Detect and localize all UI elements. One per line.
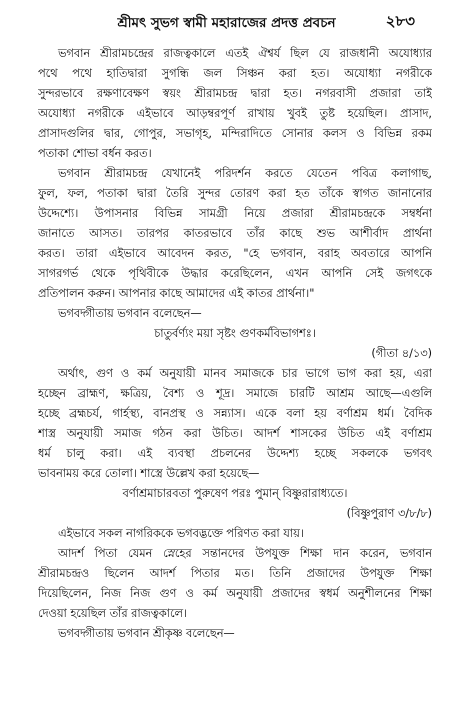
paragraph-3: [38, 364, 432, 484]
text-line: ভাবনাময় করে তোলা। শাস্ত্রে উল্লেখ করা হয়েছে—: [38, 467, 260, 480]
text-line: শ্রীরামচন্দ্রও ছিলেন আদর্শ পিতার মত। তিনি প্রজাদের উপযুক্ত শিক্ষা: [38, 567, 432, 580]
text-line: হচ্ছেন ব্রাহ্মণ, ক্ষত্রিয়, বৈশ্য ও শূদ্র। সমাজে চারটি আশ্রম আছে—এগুলি: [38, 387, 432, 400]
quote-intro: ভগবদ্গীতায় ভগবান বলেছেন—: [58, 307, 202, 320]
text-line: জানাতে আসত। তারপর কাতরভাবে তাঁর কাছে শুভ আশীর্বাদ প্রার্থনা: [38, 227, 432, 240]
gita-quote: [38, 304, 432, 364]
verse-reference: (বিষ্ণুপুরাণ ৩/৮/৮): [346, 507, 432, 520]
text-line: ধর্ম চালু করা। এই ব্যবস্থা প্রচলনের উদ্দেশ্য হচ্ছে সকলকে ভগবৎ: [38, 447, 432, 460]
text-line: করত। তারা এইভাবে আবেদন করত, "হে ভগবান, বরাহ অবতারে আপনি: [38, 247, 432, 260]
text-line: আদর্শ পিতা যেমন স্নেহের সন্তানদের উপযুক্ত শিক্ষা দান করেন, ভগবান: [58, 547, 432, 560]
text-line: পতাকা শোভা বর্ধন করত।: [38, 147, 152, 160]
text-line: এইভাবে সকল নাগরিককে ভগবদ্ভক্তে পরিণত করা যায়।: [58, 527, 304, 540]
text-line: সুন্দরভাবে রক্ষণাবেক্ষণ স্বয়ং শ্রীরামচন্দ্র দ্বারা হত। নগরবাসী প্রজারা তাই: [38, 87, 432, 100]
paragraph-1: [38, 44, 432, 164]
page-number: ২৮৩: [385, 12, 415, 30]
text-line: উদ্দেশ্যে। উপাসনার বিভিন্ন সামগ্রী নিয়ে প্রজারা শ্রীরামচন্দ্রকে সম্বর্ধনা: [38, 207, 432, 220]
text-line: ভগবান শ্রীরামচন্দ্রের রাজত্বকালে এতই ঐশ্বর্য ছিল যে রাজধানী অযোধ্যার: [58, 47, 432, 60]
text-line: দিয়েছিলেন, নিজ নিজ গুণ ও কর্ম অনুযায়ী প্রজাদের স্বধর্ম অনুশীলনের শিক্ষা: [38, 587, 432, 600]
text-line: সাগরগর্ভ থেকে পৃথিবীকে উদ্ধার করেছিলেন, এখন আপনি সেই জগৎকে: [38, 267, 432, 280]
text-line: ভগবান শ্রীরামচন্দ্র যেখানেই পরিদর্শন করতে যেতেন পবিত্র কলাগাছ,: [58, 167, 432, 180]
text-line: শাস্ত্র অনুযায়ী সমাজ গঠন করা উচিত। আদর্শ শাসকের উচিত এই বর্ণাশ্রম: [38, 427, 432, 440]
sanskrit-verse: বর্ণাশ্রমাচারবতা পুরুষেণ পরঃ পুমান্ বিষ্ণুরারাধ্যতে।: [122, 487, 348, 500]
text-line: দেওয়া হয়েছিল তাঁর রাজত্বকালে।: [38, 607, 187, 620]
text-line: পথে পথে হাতিদ্বারা সুগন্ধি জল সিঞ্চন করা হত। অযোধ্যা নগরীকে: [38, 67, 432, 80]
text-line: হচ্ছে ব্রহ্মচর্য, গার্হস্থ্য, বানপ্রস্থ ও সন্ন্যাস। একে বলা হয় বর্ণাশ্রম ধর্ম। বৈদিক: [38, 407, 432, 420]
text-line: ফুল, ফল, পতাকা দ্বারা তৈরি সুন্দর তোরণ করা হত তাঁকে স্বাগত জানানোর: [38, 187, 432, 200]
paragraph-2: [38, 164, 432, 304]
text-line: প্রতিপালন করুন। আপনার কাছে আমাদের এই কাতর প্রার্থনা।": [38, 287, 315, 300]
verse-reference: (গীতা ৪/১৩): [371, 347, 432, 360]
text-line: অর্থাৎ, গুণ ও কর্ম অনুযায়ী মানব সমাজকে চার ভাগে ভাগ করা হয়, এরা: [58, 367, 432, 380]
text-line: অযোধ্যা নগরীকে এইভাবে আড়ম্বরপূর্ণ রাখায় খুবই তুষ্ট হয়েছিল। প্রাসাদ,: [38, 107, 432, 120]
purana-quote: [38, 484, 432, 524]
running-header: [0, 6, 453, 36]
running-title: শ্রীমৎ সুভগ স্বামী মহারাজের প্রদত্ত প্রবচন: [117, 15, 336, 31]
text-line: প্রাসাদগুলির দ্বার, গোপুর, সভাগৃহ, মন্দিরাদিতে সোনার কলস ও বিভিন্ন রকম: [38, 127, 432, 140]
sanskrit-verse: চাতুর্বর্ণ্যং ময়া সৃষ্টং গুণকর্মবিভাগশঃ।: [154, 327, 316, 340]
paragraph-4: [38, 524, 432, 544]
closing-line: ভগবদ্গীতায় ভগবান শ্রীকৃষ্ণ বলেছেন—: [58, 627, 235, 640]
page-body: [38, 44, 432, 644]
paragraph-5: [38, 544, 432, 624]
